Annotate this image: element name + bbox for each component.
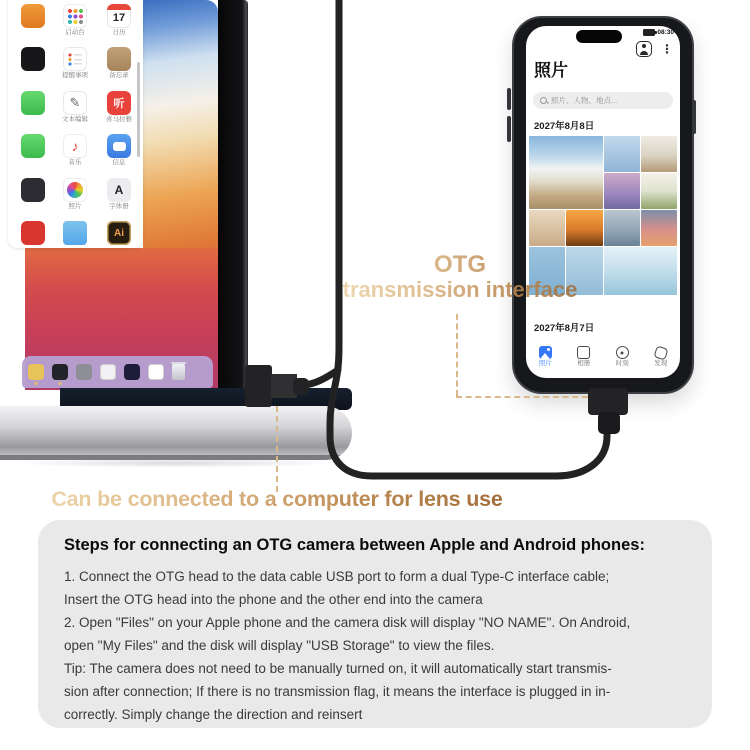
macos-dock: [22, 356, 213, 388]
app-fontbook: [102, 178, 136, 211]
dock-notes-icon[interactable]: [148, 364, 164, 380]
laptop-base-top: [0, 406, 352, 428]
app-app-dark2: [16, 178, 50, 204]
app-dark-icon[interactable]: [21, 47, 45, 71]
app-label: 信息: [112, 159, 126, 166]
app-messages: [102, 134, 136, 167]
calendar-icon[interactable]: [107, 4, 131, 28]
caption-text: Can be connected to a computer for lens use: [34, 487, 520, 512]
photo-tile-deer-snowfield[interactable]: [641, 136, 677, 172]
gallery-header-actions: [636, 41, 673, 57]
reminders-list: [67, 51, 83, 67]
instructions-body: [64, 565, 686, 726]
textedit-glyph: ✎: [69, 95, 81, 110]
cable-stub-to-laptop: [294, 370, 338, 386]
nav-photos-icon: [539, 346, 552, 359]
dock-finder-icon[interactable]: [28, 364, 44, 380]
calendar-day: 17: [112, 12, 126, 24]
app-app-dark: [16, 47, 50, 73]
trash-icon[interactable]: [172, 364, 185, 380]
messages-icon[interactable]: [107, 134, 131, 158]
app-red-icon[interactable]: [21, 221, 45, 245]
launchpad-dots: [67, 8, 84, 25]
photo-tile-snow-mountains[interactable]: [529, 136, 603, 209]
app-label: 提醒事项: [62, 72, 88, 79]
app-label: 日历: [112, 29, 126, 36]
laptop-screen-back-edge: [218, 0, 248, 412]
photo-tile-lighthouse[interactable]: [604, 210, 640, 246]
nav-discover-icon: [653, 345, 668, 360]
app-folder-blue: [58, 221, 92, 247]
instructions-title: Steps for connecting an OTG camera between Apple and Android phones:: [64, 536, 645, 554]
phone-screen: [526, 26, 680, 378]
laptop-base-front: [0, 428, 352, 455]
nav-tab-label: 照片: [538, 360, 552, 368]
battery-icon: [643, 29, 655, 36]
launchpad-window: [8, 0, 143, 248]
dynamic-island: [576, 30, 622, 43]
app-launchpad: [58, 4, 92, 37]
fontbook-glyph: A: [114, 183, 124, 197]
dashed-line-otg-vertical: [456, 314, 458, 396]
gallery-title: 照片: [534, 61, 568, 80]
instruction-line: open "My Files" and the disk will display "USB Storage" to view the files.: [64, 638, 495, 653]
more-menu-icon[interactable]: ⋮: [661, 42, 673, 56]
otg-interface-label: [330, 252, 590, 303]
nav-tab-label: 时刻: [615, 360, 629, 368]
app-green-icon[interactable]: [21, 91, 45, 115]
dock-gears-icon[interactable]: [100, 364, 116, 380]
dock-colors-icon[interactable]: [52, 364, 68, 380]
app-dark2-icon[interactable]: [21, 178, 45, 202]
photo-tile-icy-range[interactable]: [604, 247, 678, 295]
search-placeholder: 照片、人物、地点...: [551, 96, 618, 105]
app-label: 喜马拉雅: [106, 116, 132, 123]
music-icon[interactable]: [63, 134, 87, 158]
laptop-base: [0, 406, 352, 460]
notes-brown-icon[interactable]: [107, 47, 131, 71]
app-textedit: [58, 91, 92, 124]
app-adobe-ai: [102, 221, 136, 247]
dashed-line-otg-horizontal: [456, 396, 588, 398]
app-app-green: [16, 91, 50, 117]
status-time: 08:30: [657, 29, 674, 36]
instruction-line: 2. Open "Files" on your Apple phone and the camera disk will display "NO NAME". On Android,: [64, 615, 631, 630]
instruction-line: Tip: The camera does not need to be manually turned on, it will automatically start transmis-: [64, 661, 612, 676]
app-music: [58, 134, 92, 167]
adobe-ai-icon[interactable]: [107, 221, 131, 245]
app-reminders: [58, 47, 92, 80]
power-button: [692, 100, 696, 134]
app-app-orange: [16, 4, 50, 30]
app-label: 启动台: [65, 29, 85, 36]
instruction-line: sion after connection; If there is no transmission flag, it means the interface is plugged in in-: [64, 684, 611, 699]
photos-pinwheel-icon[interactable]: [63, 178, 87, 202]
nav-albums-icon: [577, 346, 590, 359]
phone-connector-neck: [598, 412, 620, 434]
app-label: 音乐: [68, 159, 82, 166]
ximalaya-glyph: 听: [113, 98, 125, 110]
window-scrollbar[interactable]: [137, 62, 140, 157]
dashed-line-laptop: [276, 406, 278, 492]
app-label: 备忘录: [109, 72, 129, 79]
bottom-nav: [526, 340, 680, 374]
photo-tile-sunset-grass[interactable]: [566, 210, 602, 246]
photo-tile-seashells[interactable]: [529, 210, 565, 246]
folder-blue-icon[interactable]: [63, 221, 87, 245]
nav-tab-时刻[interactable]: [603, 340, 642, 374]
photo-tile-dusk-moon[interactable]: [604, 173, 640, 209]
nav-moments-icon: [616, 346, 629, 359]
nav-tab-照片[interactable]: [526, 340, 565, 374]
nav-tab-发现[interactable]: [642, 340, 681, 374]
app-photos-pinwheel: [58, 178, 92, 211]
reminders-icon[interactable]: [63, 47, 87, 71]
photos-pinwheel-glyph: [67, 182, 83, 198]
instruction-line: Insert the OTG head into the phone and the other end into the camera: [64, 592, 483, 607]
adobe-ai-glyph: Ai: [114, 227, 124, 239]
volume-up-button: [507, 88, 511, 110]
app-label: 字体册: [109, 203, 129, 210]
app-notes-brown: [102, 47, 136, 80]
instruction-line: correctly. Simply change the direction and reinsert: [64, 707, 363, 722]
photo-tile-candle[interactable]: [641, 173, 677, 209]
nav-tab-label: 发现: [654, 359, 668, 367]
photo-tile-pink-shore[interactable]: [641, 210, 677, 246]
app-app-red: [16, 221, 50, 247]
date-header-2: 2027年8月7日: [534, 323, 595, 334]
date-header-1: 2027年8月8日: [534, 121, 595, 132]
app-ximalaya: [102, 91, 136, 124]
dock-app-b-icon[interactable]: [124, 364, 140, 380]
app-orange-icon[interactable]: [21, 4, 45, 28]
launchpad-icon[interactable]: [63, 4, 87, 28]
search-bar[interactable]: [533, 92, 673, 109]
smartphone: [512, 16, 694, 394]
app-app-green: [16, 134, 50, 160]
fontbook-icon[interactable]: [107, 178, 131, 202]
instructions-box: [38, 520, 712, 728]
ximalaya-icon[interactable]: [107, 91, 131, 115]
nav-tab-相册[interactable]: [565, 340, 604, 374]
otg-label-line1: OTG: [330, 252, 590, 278]
textedit-icon[interactable]: [63, 91, 87, 115]
app-label: 照片: [68, 203, 82, 210]
search-icon: [540, 97, 547, 104]
status-bar: [643, 29, 674, 36]
instruction-line: 1. Connect the OTG head to the data cable USB port to form a dual Type-C interface cable;: [64, 569, 610, 584]
account-icon[interactable]: [636, 41, 652, 57]
otg-label-line2: transmission interface: [330, 278, 590, 302]
laptop-base-bottom-edge: [0, 455, 352, 460]
volume-down-button: [507, 116, 511, 142]
app-calendar: [102, 4, 136, 37]
music-glyph: ♪: [71, 138, 79, 154]
app-green-icon[interactable]: [21, 134, 45, 158]
nav-tab-label: 相册: [577, 360, 591, 368]
photo-tile-blue-peaks[interactable]: [604, 136, 640, 172]
dock-display-icon[interactable]: [76, 364, 92, 380]
app-label: 文本编辑: [62, 116, 88, 123]
